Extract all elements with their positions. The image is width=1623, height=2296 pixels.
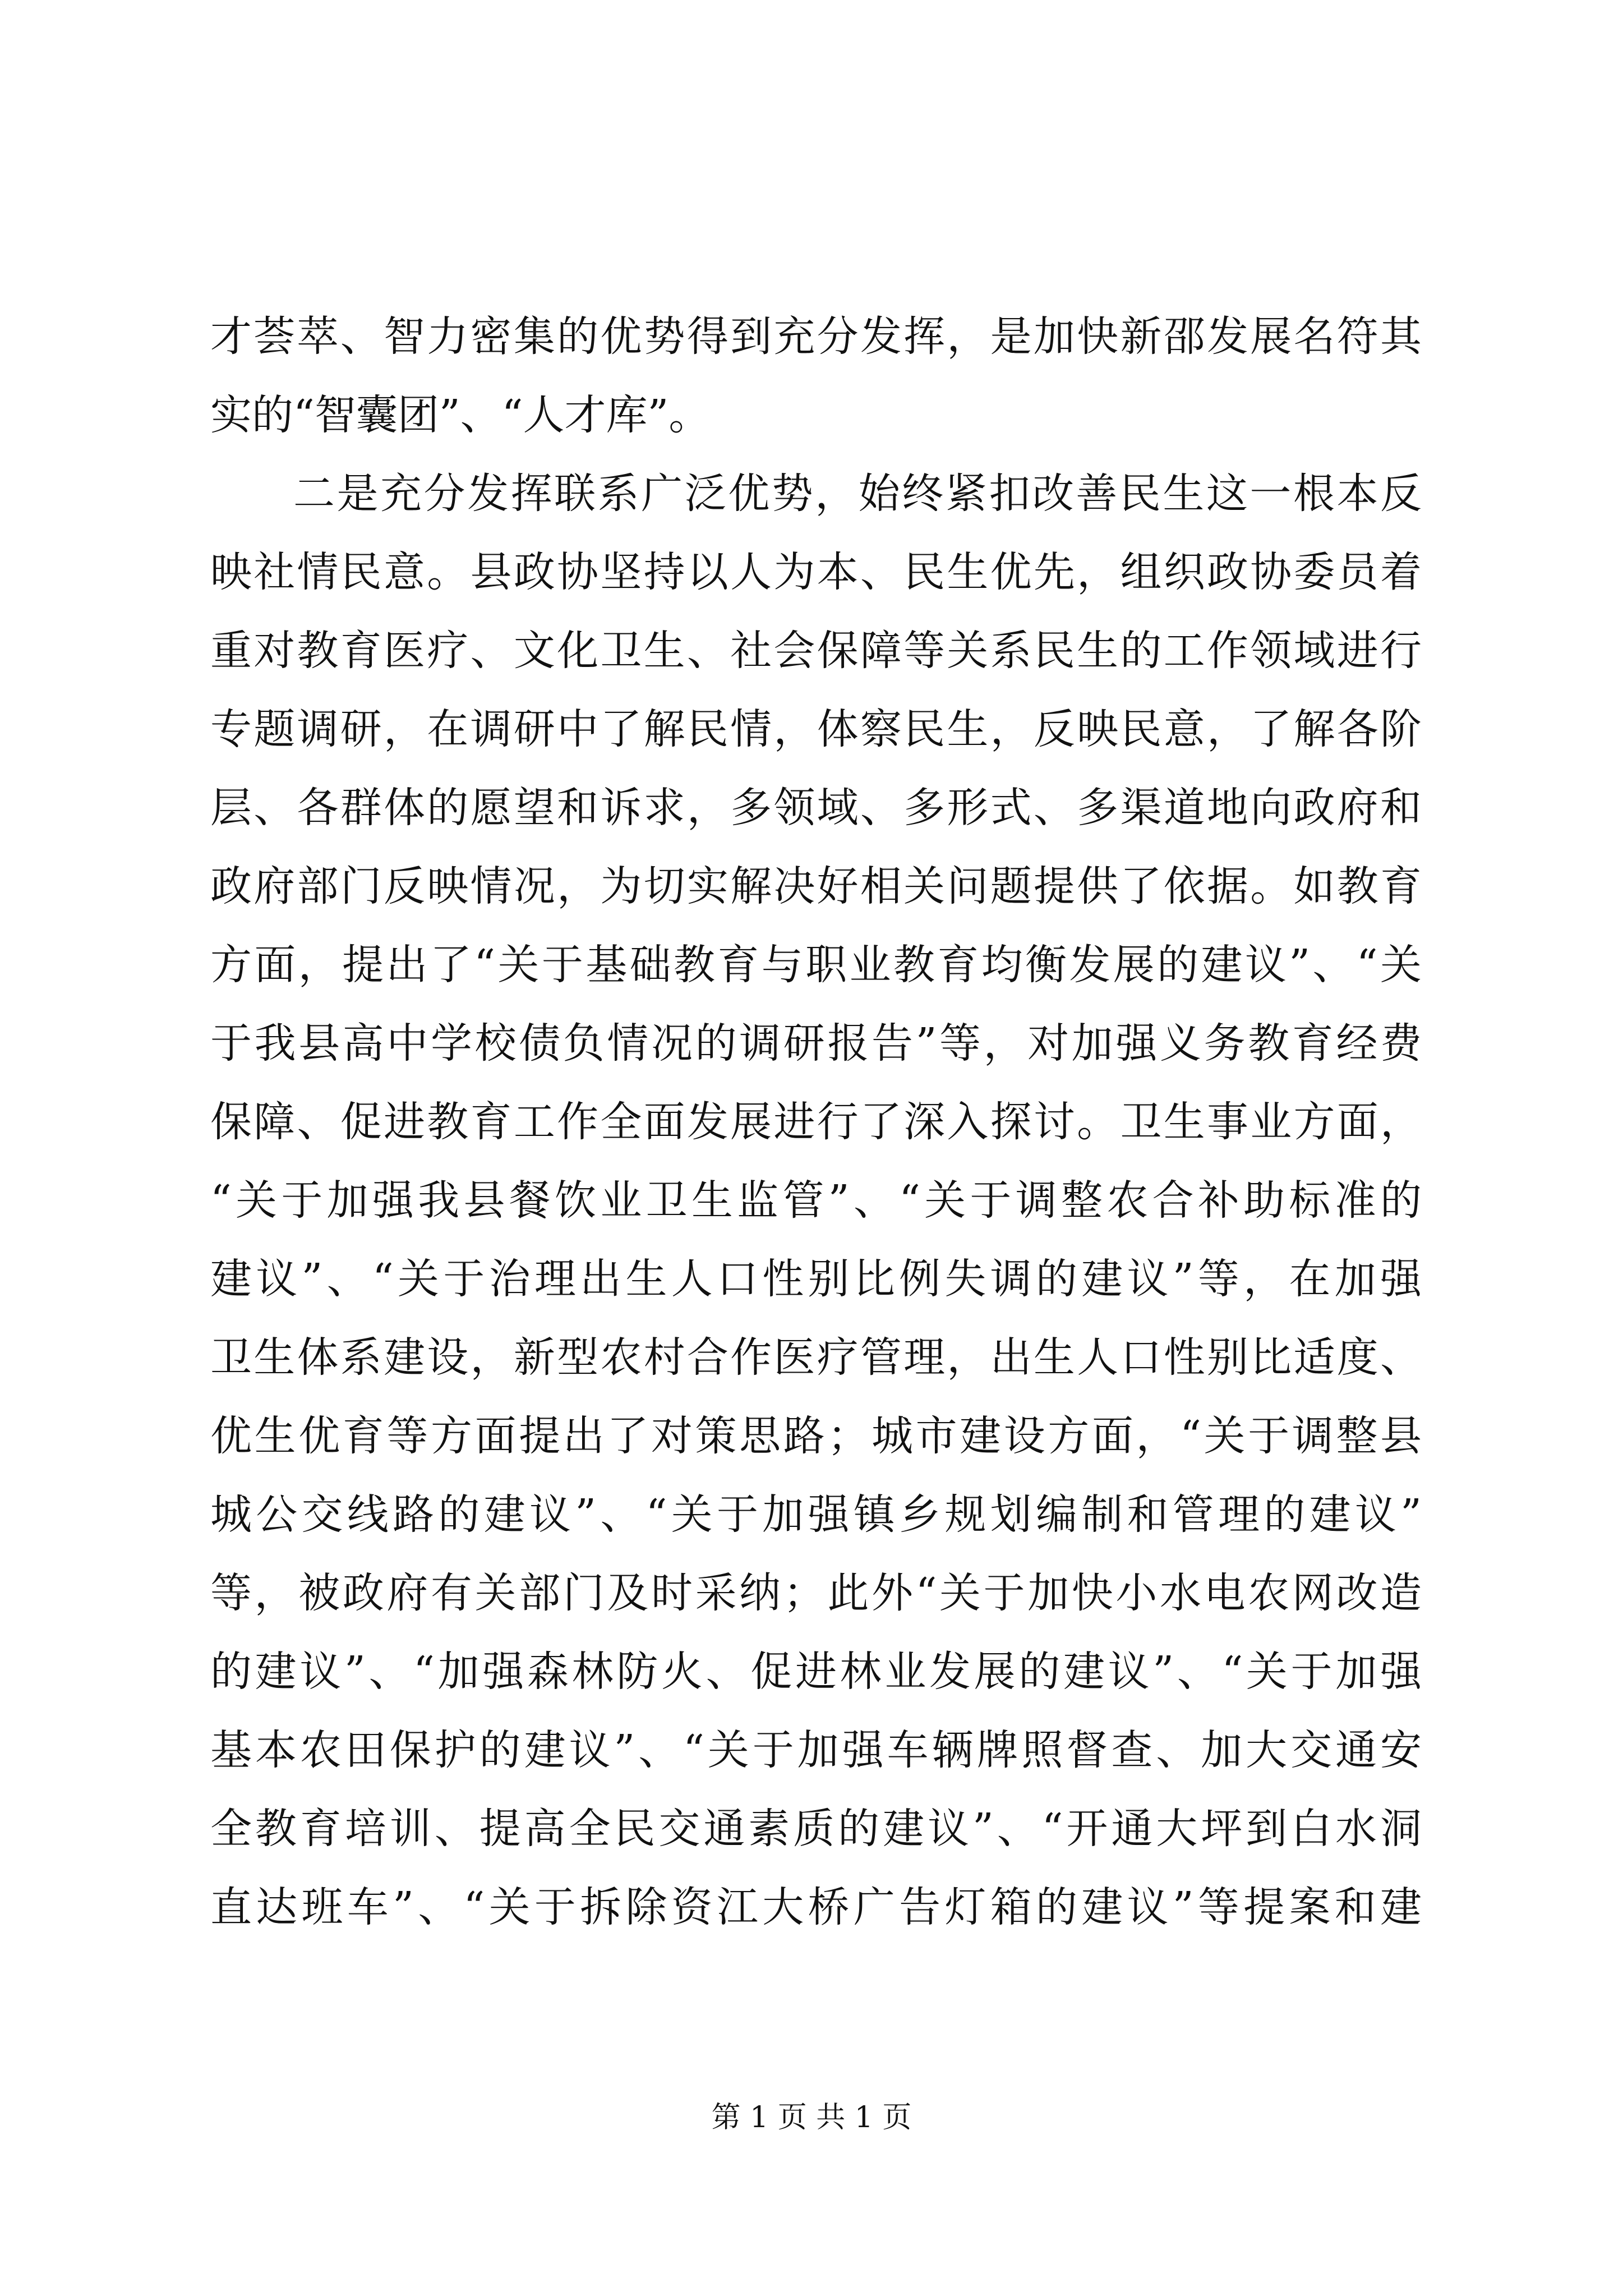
text-line: 全教育培训、提高全民交通素质的建议”、“开通大坪到白水洞 (210, 1805, 1422, 1853)
text-line: 层、各群体的愿望和诉求，多领域、多形式、多渠道地向政府和 (210, 784, 1422, 832)
text-line: 于我县高中学校债负情况的调研报告”等，对加强义务教育经费 (210, 1019, 1422, 1068)
text-line: 才荟萃、智力密集的优势得到充分发挥，是加快新邵发展名符其 (210, 312, 1422, 361)
text-line: 等，被政府有关部门及时采纳；此外“关于加快小水电农网改造 (210, 1569, 1422, 1617)
text-line: 二是充分发挥联系广泛优势，始终紧扣改善民生这一根本反 (293, 470, 1422, 518)
paragraph (210, 454, 1422, 1947)
text-line: 城公交线路的建议”、“关于加强镇乡规划编制和管理的建议” (210, 1490, 1422, 1539)
text-line: 方面，提出了“关于基础教育与职业教育均衡发展的建议”、“关 (210, 941, 1422, 989)
text-line: 直达班车”、“关于拆除资江大桥广告灯箱的建议”等提案和建 (210, 1883, 1422, 1931)
body-text (210, 297, 1422, 1947)
text-line: 映社情民意。县政协坚持以人为本、民生优先，组织政协委员着 (210, 548, 1422, 596)
text-line: 政府部门反映情况，为切实解决好相关问题提供了依据。如教育 (210, 862, 1422, 910)
text-line: “关于加强我县餐饮业卫生监管”、“关于调整农合补助标准的 (210, 1176, 1422, 1225)
text-line: 重对教育医疗、文化卫生、社会保障等关系民生的工作领域进行 (210, 627, 1422, 675)
paragraph (210, 297, 1422, 454)
text-line: 的建议”、“加强森林防火、促进林业发展的建议”、“关于加强 (210, 1648, 1422, 1696)
text-line: 卫生体系建设，新型农村合作医疗管理，出生人口性别比适度、 (210, 1333, 1422, 1382)
page-number-label: 第 1 页 共 1 页 (711, 2101, 912, 2134)
text-line: 基本农田保护的建议”、“关于加强车辆牌照督查、加大交通安 (210, 1726, 1422, 1774)
text-line: 实的“智囊团”、“人才库”。 (210, 391, 711, 439)
page-footer (0, 2098, 1623, 2137)
text-line: 专题调研，在调研中了解民情，体察民生，反映民意，了解各阶 (210, 705, 1422, 753)
text-line: 优生优育等方面提出了对策思路；城市建设方面，“关于调整县 (210, 1412, 1422, 1460)
text-line: 建议”、“关于治理出生人口性别比例失调的建议”等，在加强 (210, 1255, 1422, 1303)
text-line: 保障、促进教育工作全面发展进行了深入探讨。卫生事业方面， (210, 1098, 1422, 1146)
